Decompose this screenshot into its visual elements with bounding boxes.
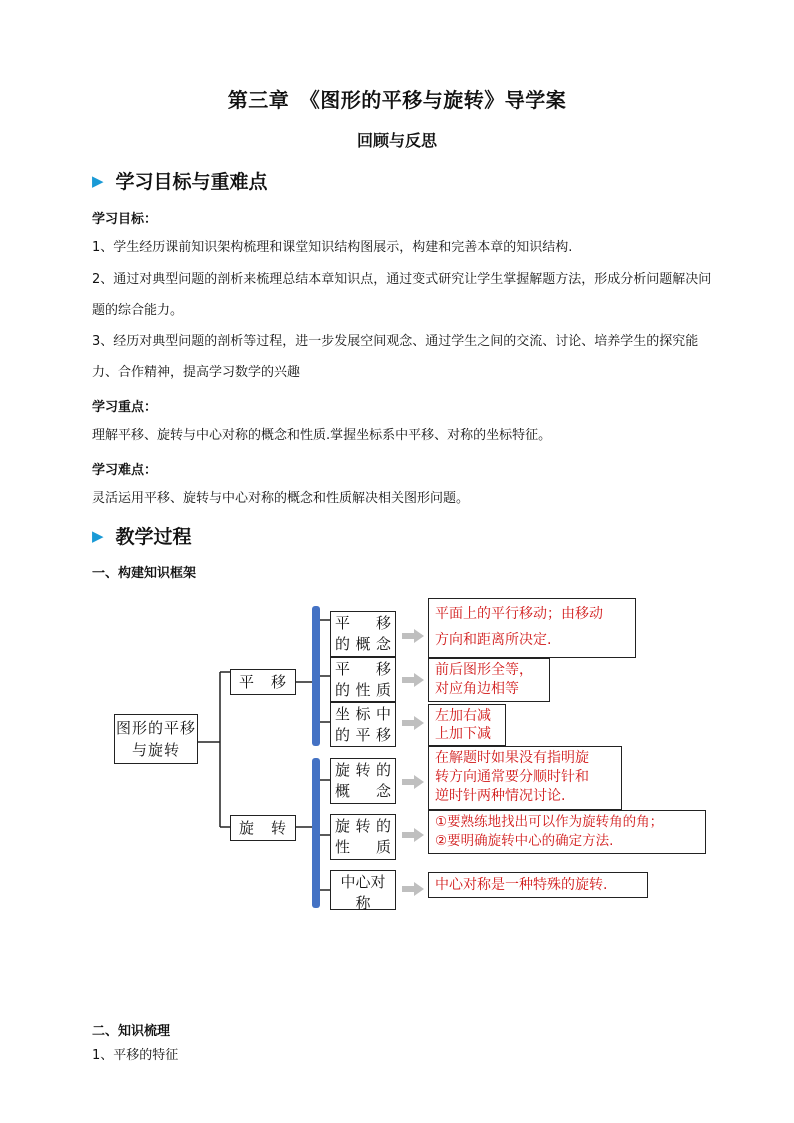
note-line: 方向和距离所决定.	[435, 632, 552, 648]
goal-item: 3、经历对典型问题的剖析等过程，进一步发展空间观念、通过学生之间的交流、讨论、培养学生的探究能力、合作精神，提高学习数学的兴趣	[92, 334, 699, 380]
branch-rotation: 旋 转	[230, 815, 296, 841]
section-heading-label: 教学过程	[115, 526, 192, 548]
triangle-bullet-icon: ▶	[92, 526, 104, 545]
note-line: 转方向通常要分顺时针和	[435, 769, 589, 785]
part2-item: 1、平移的特征	[92, 1048, 179, 1063]
difficulty-label: 学习难点：	[92, 463, 158, 478]
note-line: 对应角边相等	[435, 681, 519, 697]
section-heading-goals	[92, 167, 268, 194]
arrow-right-icon	[402, 775, 424, 789]
key-label: 学习重点：	[92, 400, 158, 415]
note-line: 中心对称是一种特殊的旋转.	[435, 877, 608, 893]
note-translation-property	[428, 658, 550, 702]
note-line: ①要熟练地找出可以作为旋转角的角；	[435, 814, 664, 830]
note-line: 在解题时如果没有指明旋	[435, 750, 589, 766]
diagram-root-node: 图形的平移与旋转	[114, 714, 198, 764]
node-coordinate-translation: 坐标中的平移	[330, 702, 396, 747]
translation-bar	[312, 606, 320, 746]
branch-translation: 平 移	[230, 669, 296, 695]
note-translation-concept	[428, 598, 636, 658]
note-rotation-property	[428, 810, 706, 854]
knowledge-framework-diagram	[108, 592, 712, 917]
note-line: 逆时针两种情况讨论.	[435, 788, 566, 804]
rotation-bar	[312, 758, 320, 908]
part1-label: 一、构建知识框架	[92, 566, 197, 581]
node-rotation-property: 旋转的性 质	[330, 814, 396, 860]
node-translation-concept: 平 移的概念	[330, 611, 396, 657]
note-line: 平面上的平行移动；由移动	[435, 606, 603, 622]
page-title: 第三章 《图形的平移与旋转》导学案	[227, 88, 567, 112]
goal-item: 1、学生经历课前知识架构梳理和课堂知识结构图展示，构建和完善本章的知识结构.	[92, 240, 573, 255]
difficulty-text: 灵活运用平移、旋转与中心对称的概念和性质解决相关图形问题。	[92, 491, 470, 506]
triangle-bullet-icon: ▶	[92, 171, 104, 190]
goal-item: 2、通过对典型问题的剖析来梳理总结本章知识点，通过变式研究让学生掌握解题方法，形成分析问题解决问题的综合能力。	[92, 272, 712, 318]
node-central-symmetry: 中心对称	[330, 870, 396, 910]
arrow-right-icon	[402, 828, 424, 842]
note-line: ②要明确旋转中心的确定方法.	[435, 833, 614, 849]
section-heading-label: 学习目标与重难点	[115, 171, 268, 193]
arrow-right-icon	[402, 673, 424, 687]
node-translation-property: 平 移的性质	[330, 657, 396, 702]
note-line: 上加下减	[435, 726, 491, 742]
note-line: 左加右减	[435, 708, 491, 724]
arrow-right-icon	[402, 629, 424, 643]
note-coordinate-translation	[428, 704, 506, 746]
note-central-symmetry	[428, 872, 648, 898]
arrow-right-icon	[402, 882, 424, 896]
key-text: 理解平移、旋转与中心对称的概念和性质.掌握坐标系中平移、对称的坐标特征。	[92, 428, 552, 443]
part2-label: 二、知识梳理	[92, 1024, 171, 1039]
arrow-right-icon	[402, 716, 424, 730]
goals-label: 学习目标：	[92, 212, 158, 227]
section-heading-process	[92, 522, 192, 549]
note-line: 前后图形全等，	[435, 662, 533, 678]
page-subtitle: 回顾与反思	[356, 131, 437, 150]
note-rotation-concept	[428, 746, 622, 810]
node-rotation-concept: 旋转的概 念	[330, 758, 396, 804]
